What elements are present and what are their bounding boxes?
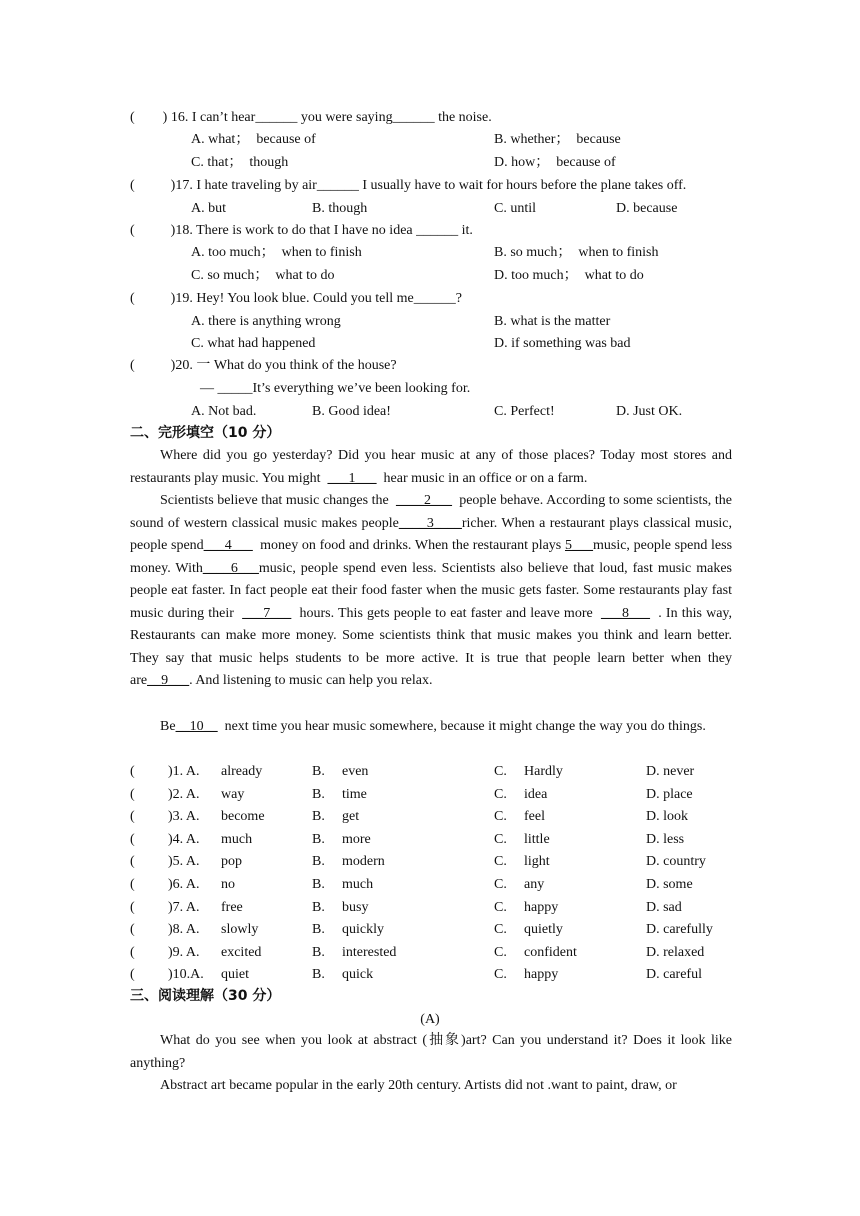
reading-paragraph-2: Abstract art became popular in the early 20th century. Artists did not .want to paint, draw, or [160, 1078, 677, 1093]
option-c: quietly [524, 922, 563, 938]
question-text: )17. I hate traveling by air______ I usually have to wait for hours before the plane takes off. [170, 178, 687, 193]
blank-4: ___4___ [203, 538, 253, 553]
option-b-label: B. [312, 922, 325, 938]
option-c: C. that； though [191, 155, 289, 170]
option-c-label: C. [494, 786, 507, 802]
dialogue-reply: — _____It’s everything we’ve been looking for. [200, 381, 471, 396]
answer-paren: ( [130, 899, 135, 915]
answer-paren: ( [130, 944, 135, 960]
option-c: idea [524, 786, 548, 802]
option-a: way [221, 786, 245, 802]
option-a: much [221, 831, 253, 847]
option-c-label: C. [494, 854, 507, 870]
option-number: )3. A. [168, 809, 200, 825]
option-b-label: B. [312, 786, 325, 802]
answer-paren: ( [130, 922, 135, 938]
option-c: Hardly [524, 764, 563, 779]
answer-paren: ( [130, 967, 135, 983]
reading-paragraph-1: What do you see when you look at abstract (抽象)art? Can you understand it? Does it look like anything? [130, 1033, 732, 1071]
option-b-label: B. [312, 944, 325, 960]
passage-label: (A) [420, 1012, 440, 1027]
option-a: A. there is anything wrong [191, 314, 341, 329]
answer-paren: ( [130, 809, 135, 825]
option-d: D. how； because of [494, 155, 616, 170]
option-c: C. what had happened [191, 336, 316, 351]
answer-paren: ( [130, 178, 135, 193]
blank-8: ___8___ [600, 605, 650, 621]
option-number: )4. A. [168, 831, 200, 847]
option-d: D. some [646, 877, 693, 892]
option-c: C. until [494, 201, 537, 216]
section-title-reading: 三、阅读理解（30 分） [130, 988, 281, 1004]
option-a: excited [221, 944, 262, 960]
option-c-label: C. [494, 831, 507, 847]
option-a: become [221, 809, 265, 825]
blank-2: ____2___ [395, 493, 452, 508]
option-number: )2. A. [168, 786, 200, 802]
option-a: already [221, 764, 263, 779]
option-d: D. look [646, 809, 688, 825]
option-a: A. Not bad. [191, 404, 257, 419]
option-b: busy [342, 899, 369, 915]
option-number: )7. A. [168, 899, 200, 915]
answer-paren: ( [130, 223, 135, 238]
option-number: )8. A. [168, 922, 200, 938]
blank-1: ___1___ [327, 470, 377, 486]
question-text: ) 16. I can’t hear______ you were saying______ the noise. [162, 110, 492, 125]
question-16 [130, 108, 492, 128]
option-number: )10.A. [168, 967, 204, 983]
option-b: quick [342, 967, 374, 983]
answer-paren: ( [130, 110, 135, 125]
option-c: light [524, 854, 550, 870]
option-a: quiet [221, 967, 249, 983]
option-a: A. what； because of [191, 132, 316, 147]
option-b-label: B. [312, 764, 325, 779]
option-c: feel [524, 809, 545, 825]
question-text: )20. 一 What do you think of the house? [170, 358, 397, 373]
blank-9: __9___ [147, 673, 190, 688]
option-b: get [342, 809, 360, 825]
option-b: B. Good idea! [312, 404, 391, 419]
option-c: happy [524, 899, 559, 915]
option-c: any [524, 877, 545, 892]
blank-7: ___7___ [242, 605, 292, 621]
answer-paren: ( [130, 291, 135, 306]
option-d: D. carefully [646, 922, 713, 938]
option-c: C. so much； what to do [191, 268, 335, 283]
option-a: no [221, 877, 235, 892]
option-number: )1. A. [168, 764, 200, 779]
option-number: )5. A. [168, 854, 200, 870]
option-c: C. Perfect! [494, 404, 555, 419]
option-b-label: B. [312, 899, 325, 915]
answer-paren: ( [130, 786, 135, 802]
blank-3: ____3____ [398, 515, 462, 531]
option-a: A. but [191, 201, 226, 216]
option-b-label: B. [312, 877, 325, 892]
section-title-cloze: 二、完形填空（10 分） [130, 425, 281, 441]
question-20 [130, 356, 397, 376]
option-b-label: B. [312, 831, 325, 847]
option-c: little [524, 831, 550, 847]
question-text: )19. Hey! You look blue. Could you tell me______? [170, 291, 462, 306]
option-b-label: B. [312, 809, 325, 825]
option-b: B. whether； because [494, 132, 621, 147]
option-a: free [221, 899, 243, 915]
answer-paren: ( [130, 854, 135, 870]
option-c: confident [524, 944, 577, 960]
option-b: B. what is the matter [494, 314, 611, 329]
cloze-paragraph-3: Be__10__ next time you hear music somewhere, because it might change the way you do things. [160, 719, 706, 734]
option-c-label: C. [494, 967, 507, 983]
option-number: )6. A. [168, 877, 200, 892]
option-d: D. country [646, 854, 706, 870]
option-c-label: C. [494, 809, 507, 825]
option-c: happy [524, 967, 559, 983]
option-b: modern [342, 854, 385, 870]
answer-paren: ( [130, 877, 135, 892]
option-b: interested [342, 944, 397, 960]
option-d: D. place [646, 786, 693, 802]
option-a: slowly [221, 922, 259, 938]
option-b-label: B. [312, 854, 325, 870]
blank-10: __10__ [175, 719, 218, 734]
answer-paren: ( [130, 358, 135, 373]
cloze-paragraph-1: Where did you go yesterday? Did you hear music at any of those places? Today most stores and restaurants play music. You might ___1___ hear music in an office or on a farm. [130, 448, 732, 486]
option-d: D. less [646, 831, 685, 847]
option-number: )9. A. [168, 944, 200, 960]
answer-paren: ( [130, 764, 135, 779]
blank-5: 5___ [564, 538, 593, 553]
option-b: more [342, 831, 371, 847]
option-c-label: C. [494, 922, 507, 938]
option-a: A. too much； when to finish [191, 245, 362, 260]
question-18 [130, 221, 473, 241]
option-d: D. sad [646, 899, 682, 915]
option-c-label: C. [494, 899, 507, 915]
option-a: pop [221, 854, 242, 870]
option-b: quickly [342, 922, 384, 938]
question-text: )18. There is work to do that I have no idea ______ it. [170, 223, 473, 238]
option-b: time [342, 786, 367, 802]
option-b: B. though [312, 201, 368, 216]
option-b: much [342, 877, 374, 892]
option-c-label: C. [494, 944, 507, 960]
answer-paren: ( [130, 831, 135, 847]
option-d: D. if something was bad [494, 336, 631, 351]
option-c-label: C. [494, 877, 507, 892]
option-d: D. careful [646, 967, 702, 983]
option-d: D. never [646, 764, 695, 779]
option-b-label: B. [312, 967, 325, 983]
question-17 [130, 176, 686, 196]
option-b: even [342, 764, 369, 779]
option-d: D. Just OK. [616, 404, 683, 419]
option-c-label: C. [494, 764, 507, 779]
blank-6: ____6___ [202, 560, 259, 576]
cloze-paragraph-2: Scientists believe that music changes the ____2___ people behave. According to some scientists, the sound of western classical music makes people____3____richer. When a restaurant plays classical music, people spend___4___ money on food and drinks. When the restaurant plays 5___music, people spend less money. With____6___music, people spend even less. Scientists also believe that loud, fast music makes people eat faster. In fact people eat their food faster when the music gets faster. Some restaurants play fast music during their ___7___ hours. This gets people to eat faster and leave more ___8___ . In this way, Restaurants can make more money. Some scientists think that music makes you think and learn better. They say that music helps students to be more active. It is true that people learn better when they are__9___. And listening to music can help you relax. [130, 493, 733, 688]
question-19 [130, 289, 462, 309]
option-d: D. because [616, 201, 678, 216]
option-b: B. so much； when to finish [494, 245, 659, 260]
option-d: D. relaxed [646, 944, 705, 960]
option-d: D. too much； what to do [494, 268, 644, 283]
